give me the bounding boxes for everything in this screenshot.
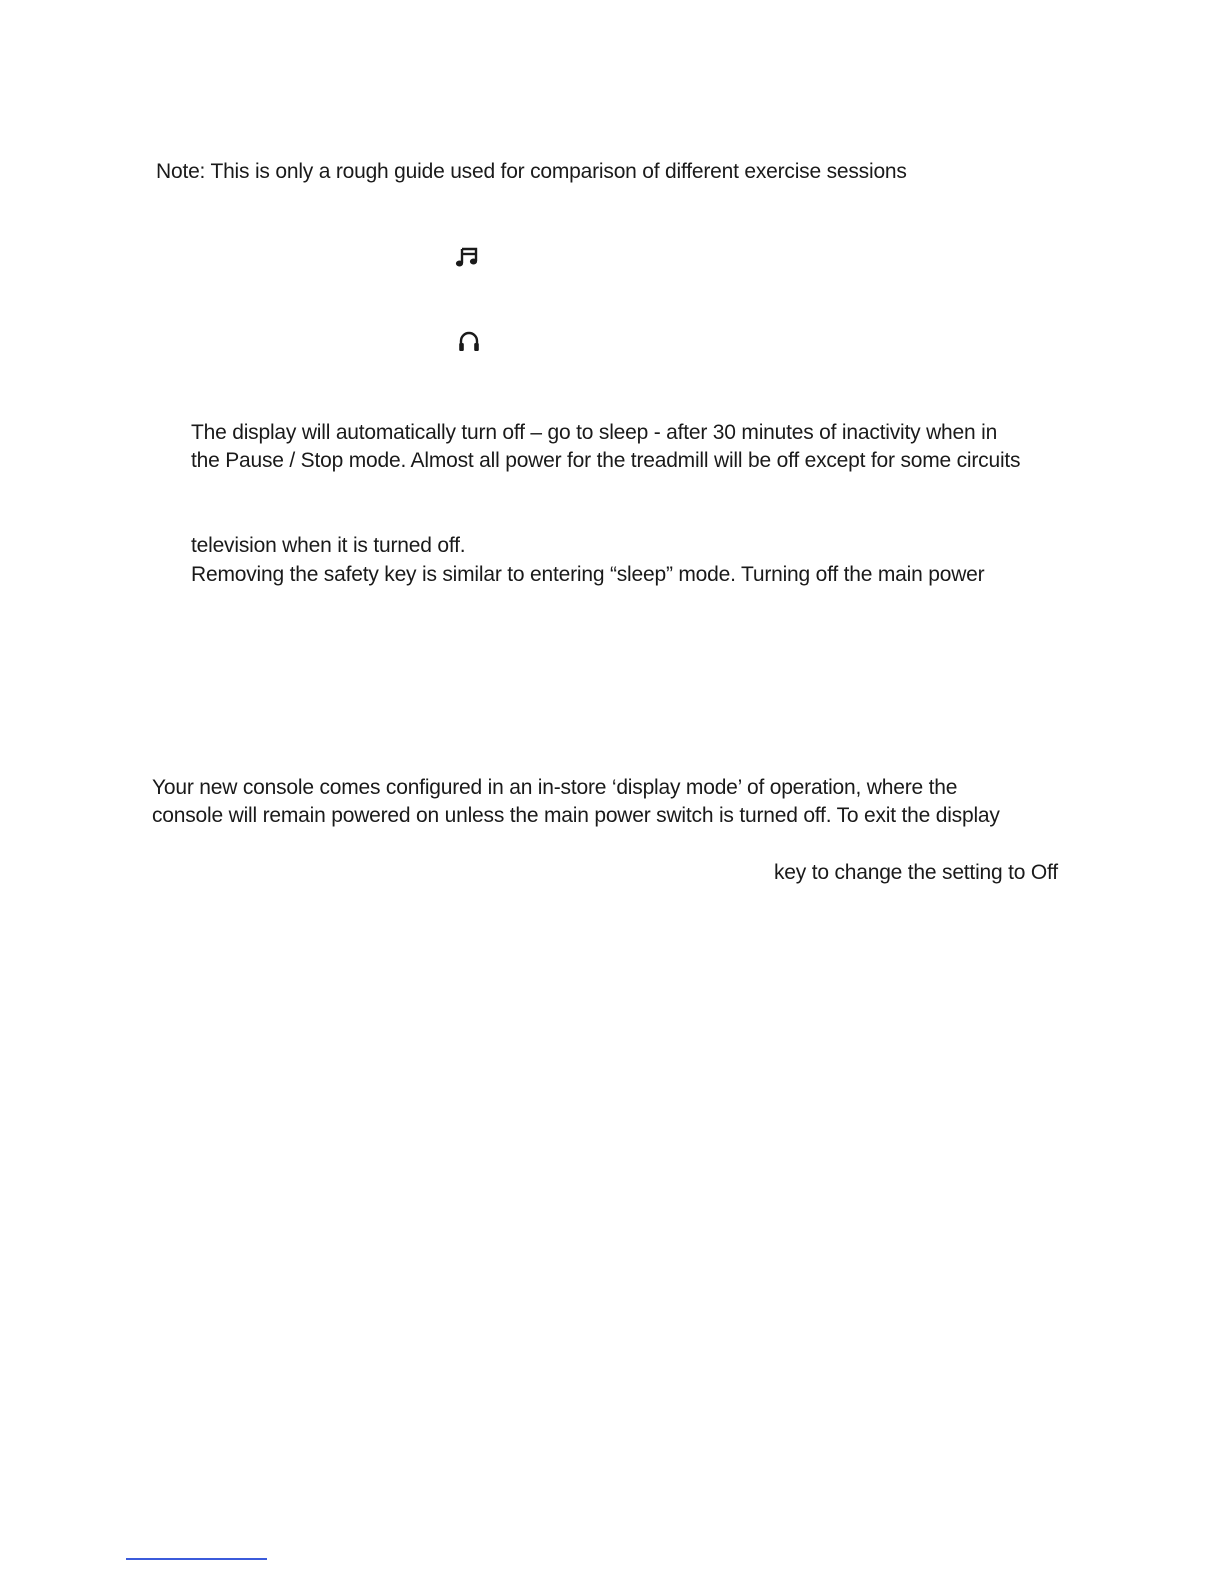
sleep-mode-line-4: Removing the safety key is similar to entering “sleep” mode. Turning off the main power (191, 563, 985, 586)
footer-rule (126, 1558, 267, 1560)
note-text: Note: This is only a rough guide used for comparison of different exercise sessions (156, 160, 907, 183)
display-mode-line-2: console will remain powered on unless the main power switch is turned off. To exit the display (152, 804, 1000, 827)
display-mode-line-3: key to change the setting to Off (774, 861, 1058, 884)
headphones-icon (457, 331, 481, 353)
display-mode-line-1: Your new console comes configured in an in-store ‘display mode’ of operation, where the (152, 776, 958, 799)
sleep-mode-line-1: The display will automatically turn off – go to sleep - after 30 minutes of inactivity when in (191, 421, 998, 444)
sleep-mode-line-2: the Pause / Stop mode. Almost all power for the treadmill will be off except for some circuits (191, 449, 1021, 472)
sleep-mode-line-3: television when it is turned off. (191, 534, 466, 557)
music-note-icon (455, 246, 481, 268)
